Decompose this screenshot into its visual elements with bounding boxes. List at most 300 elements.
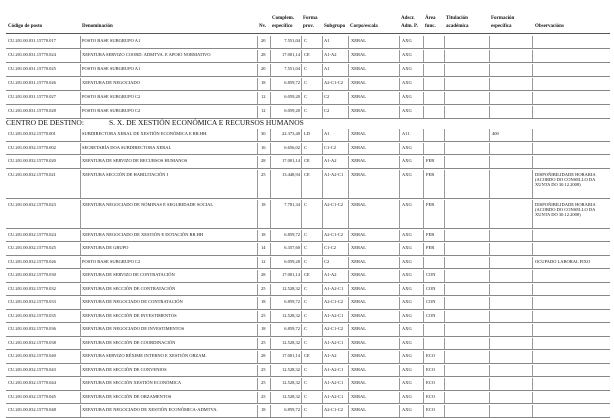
cell-code: CU.201.00.031.15770.017 (8, 38, 56, 43)
header-area: Área (425, 16, 436, 21)
cell-name: XEFATURA DE SECCIÓN XESTIÓN ECONÓMICA (82, 380, 182, 385)
column-divider (399, 392, 400, 404)
column-divider (532, 200, 533, 228)
column-divider (322, 324, 323, 336)
column-divider (444, 284, 445, 296)
column-divider (423, 378, 424, 390)
row-divider (6, 154, 610, 155)
column-divider (80, 230, 81, 242)
cell-comp: 12.528,32 (282, 380, 300, 385)
column-divider (423, 257, 424, 269)
column-divider (322, 311, 323, 323)
column-divider (80, 64, 81, 76)
column-divider (270, 230, 271, 242)
table-row (0, 243, 614, 255)
column-divider (489, 311, 490, 323)
column-divider (399, 36, 400, 48)
cell-corpo: XERAL (351, 108, 366, 113)
column-divider (399, 338, 400, 350)
row-divider (6, 363, 610, 364)
row-divider (6, 309, 610, 310)
cell-code: CU.201.00.032.15770.045 (8, 393, 56, 399)
cell-sub: A1-A2-C1 (324, 285, 344, 291)
row-divider (6, 336, 610, 337)
cell-corpo: XERAL (351, 326, 366, 331)
cell-sub: A2-C1-C2 (324, 326, 343, 331)
header-forma-2: prov. (303, 24, 314, 29)
table-header (0, 0, 614, 36)
table-row (0, 106, 614, 118)
cell-name: XEFATURA SECCIÓN DE HABILITACIÓN I (82, 171, 169, 177)
column-divider (270, 78, 271, 90)
column-divider (444, 392, 445, 404)
cell-comp: 13.448,94 (282, 171, 300, 177)
cell-code: CU.201.00.032.15770.021 (8, 171, 56, 177)
column-divider (489, 78, 490, 90)
column-divider (301, 365, 302, 377)
column-divider (270, 338, 271, 350)
column-divider (80, 311, 81, 323)
column-divider (444, 129, 445, 141)
cell-name: POSTO BASE SUBGRUPO C2 (82, 258, 141, 264)
cell-area: FER (426, 231, 435, 237)
table-row (0, 270, 614, 282)
cell-comp: 6.859,72 (284, 80, 300, 85)
table-row (0, 351, 614, 363)
cell-adscr: AXG (402, 272, 412, 277)
column-divider (489, 170, 490, 198)
column-divider (423, 270, 424, 282)
cell-sub: A1-A2-C1 (324, 339, 344, 345)
cell-nv: 28 (261, 158, 266, 163)
cell-adscr: AXG (402, 393, 412, 399)
cell-adscr: AXG (402, 258, 412, 264)
column-divider (322, 297, 323, 309)
column-divider (489, 64, 490, 76)
cell-forma: C (304, 201, 308, 207)
cell-adscr: AXG (402, 353, 412, 358)
table-row (0, 230, 614, 242)
column-divider (423, 311, 424, 323)
cell-corpo: XERAL (351, 380, 366, 385)
cell-adscr: AXG (402, 94, 412, 99)
column-divider (322, 143, 323, 155)
column-divider (322, 392, 323, 404)
cell-adscr: AXG (402, 245, 412, 250)
cell-corpo: XERAL (351, 285, 366, 291)
column-divider (489, 243, 490, 255)
column-divider (270, 311, 271, 323)
cell-comp: 6.859,72 (284, 299, 300, 304)
column-divider (270, 129, 271, 141)
cell-name: POSTO BASE SUBGRUPO C2 (82, 108, 141, 113)
column-divider (80, 257, 81, 269)
table-row (0, 378, 614, 390)
column-divider (489, 36, 490, 48)
column-divider (399, 92, 400, 104)
cell-comp: 12.528,32 (282, 339, 300, 345)
cell-adscr: AXG (402, 366, 412, 372)
column-divider (257, 36, 258, 48)
cell-nv: 25 (261, 285, 266, 291)
cell-code: CU.201.00.032.15770.032 (8, 285, 56, 291)
cell-forma: C (304, 231, 308, 237)
column-divider (423, 143, 424, 155)
column-divider (399, 405, 400, 417)
column-divider (423, 405, 424, 417)
cell-forma: C (304, 407, 308, 412)
cell-nv: 14 (261, 245, 266, 250)
column-divider (399, 156, 400, 168)
cell-nv: 25 (261, 366, 266, 372)
column-divider (80, 365, 81, 377)
column-divider (322, 200, 323, 228)
cell-adscr: AXG (402, 80, 412, 85)
column-divider (399, 257, 400, 269)
table-row (0, 365, 614, 377)
column-divider (80, 297, 81, 309)
column-divider (399, 351, 400, 363)
cell-area: CON (426, 312, 436, 318)
column-divider (348, 351, 349, 363)
cell-area: FER (426, 201, 435, 207)
cell-comp: 12.528,32 (282, 285, 300, 291)
column-divider (444, 106, 445, 118)
column-divider (322, 129, 323, 141)
cell-corpo: XERAL (351, 299, 366, 304)
header-adscr: Adscr. (401, 16, 415, 21)
column-divider (489, 129, 490, 141)
cell-corpo: XERAL (351, 245, 366, 250)
column-divider (257, 270, 258, 282)
header-codigo: Código de posto (8, 24, 43, 29)
column-divider (270, 106, 271, 118)
header-titulacion-2: académica (446, 24, 469, 29)
column-divider (322, 92, 323, 104)
column-divider (348, 311, 349, 323)
column-divider (399, 324, 400, 336)
cell-comp: 6.656,02 (284, 144, 300, 150)
column-divider (322, 230, 323, 242)
column-divider (423, 365, 424, 377)
column-divider (270, 392, 271, 404)
cell-nv: 18 (261, 299, 266, 304)
column-divider (301, 297, 302, 309)
column-divider (532, 365, 533, 377)
cell-adscr: AXG (402, 339, 412, 345)
cell-corpo: XERAL (351, 393, 366, 399)
column-divider (489, 405, 490, 417)
table-row (0, 64, 614, 76)
column-divider (399, 64, 400, 76)
column-divider (257, 129, 258, 141)
cell-nv: 25 (261, 171, 266, 177)
cell-corpo: XERAL (351, 66, 366, 71)
cell-code: CU.201.00.032.15770.001 (8, 131, 56, 136)
row-divider (6, 390, 610, 391)
cell-code: CU.201.00.031.15770.026 (8, 80, 56, 85)
column-divider (301, 156, 302, 168)
column-divider (257, 78, 258, 90)
cell-sub: C2 (324, 258, 330, 264)
row-divider (6, 376, 610, 377)
column-divider (399, 50, 400, 62)
column-divider (257, 338, 258, 350)
cell-sub: C1-C2 (324, 245, 337, 250)
cell-forma: CE (304, 52, 310, 57)
cell-code: CU.201.00.032.15770.040 (8, 353, 56, 358)
column-divider (532, 64, 533, 76)
cell-adscr: AXG (402, 38, 412, 43)
cell-name: SUBDIRECTORA XERAL DE XESTIÓN ECONÓMICA E RR.HH. (82, 131, 208, 136)
cell-obs: OCUPADO LABORAL FIXO (535, 258, 591, 264)
cell-comp: 12.528,32 (282, 393, 300, 399)
cell-forma: C (304, 326, 308, 331)
cell-sub: A2-C1-C2 (324, 80, 343, 85)
column-divider (322, 405, 323, 417)
cell-adscr: AXG (402, 144, 412, 150)
row-divider (6, 268, 610, 269)
cell-comp: 12.528,32 (282, 312, 300, 318)
cell-code: CU.201.00.032.15770.033 (8, 299, 56, 304)
column-divider (322, 106, 323, 118)
column-divider (423, 230, 424, 242)
column-divider (257, 311, 258, 323)
column-divider (532, 129, 533, 141)
column-divider (257, 324, 258, 336)
row-divider (6, 62, 610, 63)
column-divider (322, 78, 323, 90)
header-rule (6, 33, 610, 34)
cell-corpo: XERAL (351, 366, 366, 372)
cell-corpo: XERAL (351, 272, 366, 277)
cell-name: XEFATURA DE GRUPO (82, 245, 129, 250)
column-divider (348, 200, 349, 228)
cell-corpo: XERAL (351, 231, 366, 237)
column-divider (257, 156, 258, 168)
cell-forma: C (304, 245, 308, 250)
table-row (0, 50, 614, 62)
column-divider (322, 170, 323, 198)
row-divider (6, 241, 610, 242)
cell-corpo: XERAL (351, 312, 366, 318)
row-divider (6, 168, 610, 169)
cell-nv: 25 (261, 339, 266, 345)
column-divider (322, 378, 323, 390)
header-formacion: Formación (491, 16, 515, 21)
column-divider (270, 156, 271, 168)
column-divider (322, 351, 323, 363)
table-row (0, 36, 614, 48)
column-divider (348, 170, 349, 198)
cell-obs: DISPOÑIBILIDADE HORARIA (ACORDO DO CONSELLO DA XUNTA DO 30.12.2008) (535, 171, 596, 187)
cell-sub: A2-C1-C2 (324, 299, 343, 304)
cell-sub: A1 (324, 131, 330, 136)
column-divider (322, 338, 323, 350)
cell-area: CON (426, 272, 436, 277)
column-divider (423, 78, 424, 90)
cell-nv: 20 (261, 38, 266, 43)
column-divider (322, 50, 323, 62)
table-row (0, 405, 614, 417)
column-divider (532, 78, 533, 90)
cell-forma: C (304, 299, 308, 304)
column-divider (80, 378, 81, 390)
table-row (0, 156, 614, 168)
cell-comp: 7.781,34 (284, 201, 300, 207)
column-divider (444, 50, 445, 62)
cell-area: ECO (426, 407, 435, 412)
cell-area: FER (426, 245, 435, 250)
column-divider (532, 92, 533, 104)
cell-comp: 6.059,20 (284, 258, 300, 264)
column-divider (270, 50, 271, 62)
cell-nv: 25 (261, 380, 266, 385)
column-divider (80, 170, 81, 198)
column-divider (270, 243, 271, 255)
cell-name: XEFATURA DE SECCIÓN DE INVESTIMENTOS (82, 312, 177, 318)
column-divider (489, 230, 490, 242)
table-row (0, 311, 614, 323)
column-divider (532, 243, 533, 255)
column-divider (399, 106, 400, 118)
cell-sub: C2 (324, 108, 330, 113)
cell-adscr: A11 (402, 131, 410, 136)
column-divider (270, 200, 271, 228)
column-divider (444, 365, 445, 377)
column-divider (532, 36, 533, 48)
column-divider (489, 378, 490, 390)
cell-name: XEFATURA DE SERVIZO DE RECURSOS HUMANOS (82, 158, 188, 163)
column-divider (257, 297, 258, 309)
column-divider (301, 64, 302, 76)
cell-name: XEFATURA DE NEGOCIADO DE INVESTIMENTOS (82, 326, 185, 331)
cell-forma: C (304, 393, 308, 399)
column-divider (399, 284, 400, 296)
column-divider (80, 50, 81, 62)
column-divider (489, 92, 490, 104)
cell-adscr: AXG (402, 326, 412, 331)
column-divider (489, 351, 490, 363)
cell-comp: 6.059,20 (284, 94, 300, 99)
cell-sub: A2-C1-C2 (324, 407, 343, 412)
column-divider (532, 156, 533, 168)
header-subgrupo: Subgrupo (324, 24, 346, 29)
cell-nv: 20 (261, 66, 266, 71)
row-divider (6, 255, 610, 256)
column-divider (80, 92, 81, 104)
cell-adscr: AXG (402, 380, 412, 385)
cell-area: CON (426, 285, 436, 291)
table-row (0, 92, 614, 104)
column-divider (348, 284, 349, 296)
table-row (0, 170, 614, 198)
cell-area: CON (426, 299, 436, 304)
column-divider (532, 230, 533, 242)
column-divider (399, 243, 400, 255)
column-divider (399, 230, 400, 242)
cell-name: XEFATURA DE NEGOCIADO DE XESTIÓN ECONÓMICA-ADMTVA. (82, 407, 218, 412)
row-divider (6, 228, 610, 229)
cell-code: CU.201.00.032.15770.038 (8, 339, 56, 345)
cell-comp: 6.357,60 (284, 245, 300, 250)
column-divider (301, 243, 302, 255)
column-divider (322, 36, 323, 48)
cell-name: XEFATURA DE NEGOCIADO DE CONTRATACIÓN (82, 299, 183, 304)
column-divider (322, 257, 323, 269)
cell-corpo: XERAL (351, 80, 366, 85)
header-complemento: Complem. (272, 16, 295, 21)
cell-corpo: XERAL (351, 171, 366, 177)
column-divider (348, 338, 349, 350)
row-divider (6, 322, 610, 323)
column-divider (444, 78, 445, 90)
cell-name: XEFATURA DE NEGOCIADO (82, 80, 140, 85)
column-divider (399, 297, 400, 309)
column-divider (423, 50, 424, 62)
cell-forma: C (304, 285, 308, 291)
column-divider (348, 324, 349, 336)
cell-name: XEFATURA DE SECCIÓN DE CONVENIOS (82, 366, 167, 372)
cell-code: CU.201.00.032.15770.023 (8, 201, 56, 207)
table-row (0, 129, 614, 141)
column-divider (270, 36, 271, 48)
cell-corpo: XERAL (351, 339, 366, 345)
cell-forma: C (304, 94, 308, 99)
cell-forma: C (304, 108, 308, 113)
column-divider (270, 351, 271, 363)
column-divider (532, 284, 533, 296)
cell-corpo: XERAL (351, 353, 366, 358)
cell-forma: C (304, 339, 308, 345)
column-divider (257, 64, 258, 76)
cell-comp: 6.859,72 (284, 231, 300, 237)
column-divider (423, 284, 424, 296)
column-divider (348, 50, 349, 62)
cell-area: ECO (426, 366, 435, 372)
row-divider (6, 282, 610, 283)
cell-forma: C (304, 312, 308, 318)
column-divider (423, 106, 424, 118)
cell-nv: 18 (261, 231, 266, 237)
column-divider (489, 270, 490, 282)
cell-name: XEFATURA NEGOCIADO DE XESTIÓN E DOTACIÓN RR.HH (82, 231, 204, 237)
column-divider (80, 78, 81, 90)
center-heading (6, 118, 610, 128)
cell-adscr: AXG (402, 299, 412, 304)
cell-nv: 12 (261, 258, 266, 264)
cell-forma: C (304, 144, 308, 150)
column-divider (257, 284, 258, 296)
cell-corpo: XERAL (351, 52, 366, 57)
column-divider (348, 78, 349, 90)
row-divider (6, 90, 610, 91)
column-divider (444, 143, 445, 155)
cell-comp: 17.001,14 (282, 272, 300, 277)
header-titulacion: Titulación (446, 16, 468, 21)
table-row (0, 143, 614, 155)
cell-area: ECO (426, 353, 435, 358)
column-divider (301, 78, 302, 90)
column-divider (301, 405, 302, 417)
cell-name: XEFATURA DE SECCIÓN DE COORDINACIÓN (82, 339, 176, 345)
column-divider (270, 297, 271, 309)
column-divider (348, 405, 349, 417)
column-divider (489, 284, 490, 296)
column-divider (444, 297, 445, 309)
column-divider (532, 378, 533, 390)
column-divider (348, 365, 349, 377)
